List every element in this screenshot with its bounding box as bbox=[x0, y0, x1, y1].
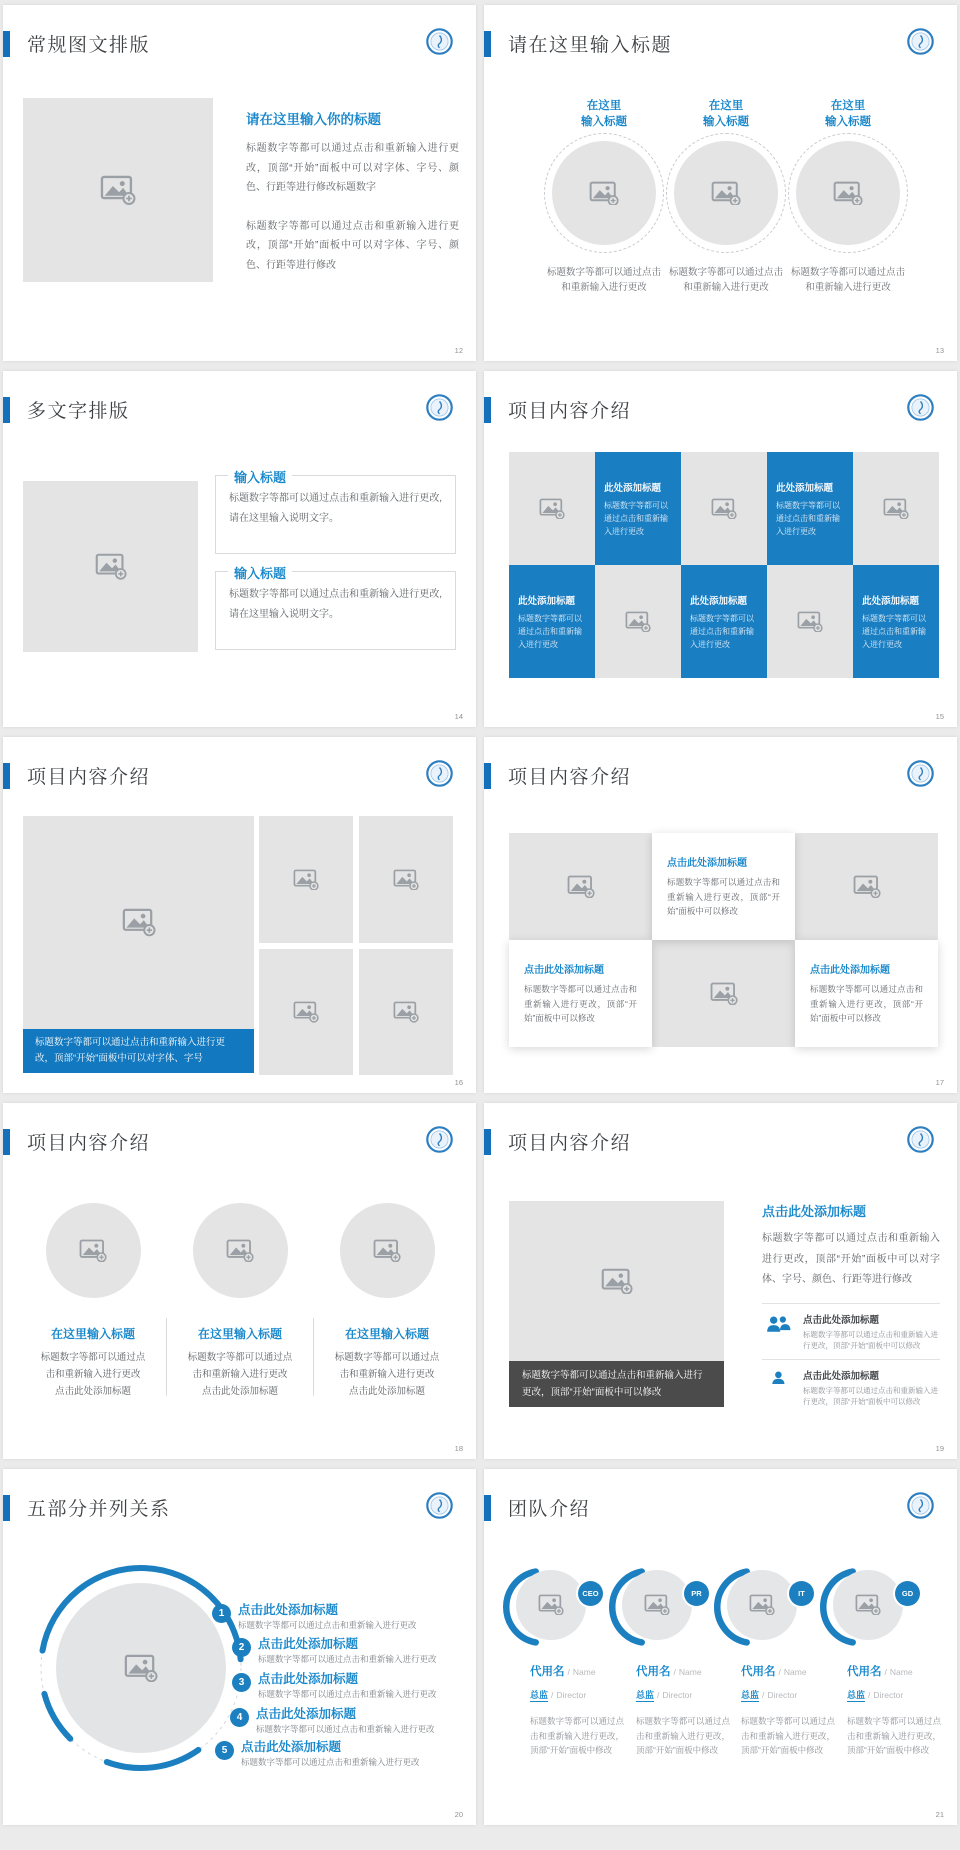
member-name-en: Name bbox=[783, 1667, 807, 1677]
cell-body: 标题数字等都可以通过点击和重新输入进行更改 bbox=[690, 613, 754, 649]
number-badge: 3 bbox=[232, 1673, 251, 1692]
item-heading-line1: 在这里 bbox=[830, 100, 866, 112]
image-placeholder-icon bbox=[122, 908, 156, 936]
image-placeholder-icon bbox=[95, 553, 127, 579]
member-role: 总监 bbox=[530, 1690, 549, 1700]
text-card bbox=[509, 940, 652, 1047]
number-badge: 1 bbox=[212, 1604, 231, 1623]
users-icon bbox=[765, 1315, 791, 1352]
member-role-en: Director bbox=[556, 1690, 587, 1700]
slide-title: 项目内容介绍 bbox=[508, 1133, 632, 1154]
content-paragraph: 标题数字等都可以通过点击和重新输入进行更改，顶部“开始”面板中可以对字体、字号、颜色、行距等进行修改 bbox=[246, 220, 459, 271]
dashed-ring bbox=[544, 133, 664, 253]
slide-title: 常规图文排版 bbox=[27, 35, 151, 56]
column-body-line: 击和重新输入进行更改 bbox=[192, 1369, 288, 1380]
item-heading-line1: 在这里 bbox=[586, 100, 622, 112]
circle-item bbox=[787, 98, 909, 295]
slide-thumbnail-16[interactable] bbox=[3, 737, 476, 1093]
content-heading: 请在这里输入你的标题 bbox=[246, 112, 381, 127]
image-placeholder bbox=[23, 98, 213, 282]
vertical-divider bbox=[166, 1318, 167, 1396]
box-heading: 输入标题 bbox=[228, 467, 292, 486]
image-placeholder-icon bbox=[710, 982, 738, 1005]
school-logo-icon bbox=[907, 760, 934, 787]
box-body: 标题数字等都可以通过点击和重新输入进行更改,请在这里输入说明文字。 bbox=[229, 589, 442, 620]
cell-body: 标题数字等都可以通过点击和重新输入进行更改 bbox=[604, 500, 668, 536]
member-name: 代用名 bbox=[636, 1666, 671, 1678]
title-accent-bar bbox=[484, 1129, 491, 1155]
page-number: 17 bbox=[935, 1078, 944, 1087]
member-body: 标题数字等都可以通过点击和重新输入进行更改，顶部“开始”面板中修改 bbox=[636, 1716, 730, 1755]
member-text bbox=[847, 1662, 941, 1758]
column-body-line: 标题数字等都可以通过点 bbox=[334, 1352, 440, 1363]
image-placeholder bbox=[509, 1201, 724, 1361]
text-card bbox=[795, 940, 938, 1047]
feature-body: 标题数字等都可以通过点击和重新输入进行更改，顶部“开始”面板中可以修改 bbox=[803, 1329, 938, 1350]
numbered-item bbox=[232, 1672, 476, 1700]
item-text bbox=[258, 1637, 437, 1665]
image-placeholder-icon bbox=[124, 1654, 158, 1682]
team-member bbox=[817, 1564, 943, 1758]
member-role-en: Director bbox=[873, 1690, 904, 1700]
image-placeholder-icon bbox=[883, 498, 909, 519]
content-heading: 点击此处添加标题 bbox=[762, 1204, 867, 1219]
image-placeholder-icon bbox=[855, 1594, 881, 1615]
image-placeholder-icon bbox=[644, 1594, 670, 1615]
member-name: 代用名 bbox=[847, 1666, 882, 1678]
content-paragraph: 标题数字等都可以通过点击和重新输入进行更改，顶部“开始”面板中可以对字体、字号、颜色、行距等进行修改标题数字 bbox=[246, 143, 459, 193]
circle-item bbox=[543, 98, 665, 295]
image-placeholder-icon bbox=[853, 875, 881, 898]
item-body: 标题数字等都可以通过点击和重新输入进行更改 bbox=[256, 1724, 435, 1734]
separator: / bbox=[567, 1667, 570, 1677]
slide-thumbnail-20[interactable] bbox=[3, 1469, 476, 1825]
title-accent-bar bbox=[3, 1129, 10, 1155]
image-placeholder bbox=[259, 949, 353, 1075]
image-cell bbox=[509, 452, 595, 565]
school-logo-icon bbox=[907, 1126, 934, 1153]
dashed-ring bbox=[788, 133, 908, 253]
text-box bbox=[215, 566, 456, 650]
item-body: 标题数字等都可以通过点击和重新输入进行更改 bbox=[241, 1757, 420, 1767]
cell-heading: 此处添加标题 bbox=[690, 595, 748, 607]
card-body: 标题数字等都可以通过点击和重新输入进行更改，顶部“开始”面板中可以修改 bbox=[810, 984, 923, 1024]
member-role-en: Director bbox=[767, 1690, 798, 1700]
slide-title: 项目内容介绍 bbox=[27, 1133, 151, 1154]
title-accent-bar bbox=[3, 397, 10, 423]
page-number: 12 bbox=[454, 346, 463, 355]
column-body-line: 点击此处添加标题 bbox=[348, 1386, 425, 1397]
item-body: 标题数字等都可以通过点击和重新输入进行更改 bbox=[238, 1620, 417, 1630]
image-placeholder-icon bbox=[100, 175, 136, 205]
slide-thumbnail-17[interactable] bbox=[484, 737, 957, 1093]
member-name: 代用名 bbox=[530, 1666, 565, 1678]
member-role-line bbox=[847, 1685, 941, 1703]
text-cell bbox=[853, 565, 939, 678]
image-placeholder-circle bbox=[552, 141, 656, 245]
item-text bbox=[241, 1740, 420, 1768]
image-placeholder-icon bbox=[293, 869, 319, 890]
card-heading: 点击此处添加标题 bbox=[810, 965, 890, 977]
item-heading: 点击此处添加标题 bbox=[238, 1603, 339, 1617]
separator: / bbox=[551, 1690, 554, 1700]
card-body: 标题数字等都可以通过点击和重新输入进行更改，顶部“开始”面板中可以修改 bbox=[667, 877, 780, 917]
image-placeholder bbox=[359, 949, 453, 1075]
page-number: 15 bbox=[935, 712, 944, 721]
image-placeholder-icon bbox=[589, 181, 619, 206]
member-name-line bbox=[847, 1662, 941, 1680]
image-placeholder-icon bbox=[538, 1594, 564, 1615]
circle-column bbox=[167, 1203, 313, 1400]
school-logo-icon bbox=[426, 394, 453, 421]
column-heading: 在这里输入标题 bbox=[344, 1327, 429, 1341]
image-placeholder-icon bbox=[567, 875, 595, 898]
school-logo-icon bbox=[907, 1492, 934, 1519]
image-caption-bar: 标题数字等都可以通过点击和重新输入进行更改，顶部“开始”面板中可以对字体、字号 bbox=[23, 1029, 254, 1073]
item-text bbox=[258, 1672, 437, 1700]
separator: / bbox=[778, 1667, 781, 1677]
item-body: 标题数字等都可以通过点击和重新输入进行更改 bbox=[258, 1654, 437, 1664]
separator: / bbox=[868, 1690, 871, 1700]
title-accent-bar bbox=[3, 1495, 10, 1521]
image-placeholder bbox=[23, 481, 198, 652]
card-body: 标题数字等都可以通过点击和重新输入进行更改，顶部“开始”面板中可以修改 bbox=[524, 984, 637, 1024]
school-logo-icon bbox=[907, 394, 934, 421]
title-accent-bar bbox=[3, 763, 10, 789]
slide-title: 项目内容介绍 bbox=[27, 767, 151, 788]
member-name-en: Name bbox=[889, 1667, 913, 1677]
slide-title: 多文字排版 bbox=[27, 401, 130, 422]
school-logo-icon bbox=[907, 28, 934, 55]
image-cell bbox=[509, 833, 652, 940]
numbered-item bbox=[230, 1707, 475, 1735]
text-cell bbox=[767, 452, 853, 565]
image-placeholder-icon bbox=[749, 1594, 775, 1615]
image-placeholder-icon bbox=[79, 1239, 107, 1262]
item-text bbox=[256, 1707, 435, 1735]
slide-thumbnail-15[interactable] bbox=[484, 371, 957, 727]
card-heading: 点击此处添加标题 bbox=[524, 965, 604, 977]
circle-column bbox=[20, 1203, 166, 1400]
text-cell bbox=[509, 565, 595, 678]
item-heading: 点击此处添加标题 bbox=[256, 1707, 357, 1721]
member-name-en: Name bbox=[678, 1667, 702, 1677]
item-caption: 标题数字等都可以通过点击和重新输入进行更改 bbox=[546, 267, 661, 293]
item-heading bbox=[665, 98, 787, 130]
school-logo-icon bbox=[426, 28, 453, 55]
member-avatar bbox=[502, 1564, 604, 1648]
separator: / bbox=[657, 1690, 660, 1700]
item-text bbox=[238, 1603, 417, 1631]
title-accent-bar bbox=[484, 397, 491, 423]
item-heading: 点击此处添加标题 bbox=[258, 1672, 359, 1686]
image-placeholder bbox=[259, 816, 353, 943]
item-caption: 标题数字等都可以通过点击和重新输入进行更改 bbox=[668, 267, 783, 293]
image-cell bbox=[595, 565, 681, 678]
column-heading: 在这里输入标题 bbox=[50, 1327, 135, 1341]
image-placeholder-circle bbox=[193, 1203, 288, 1298]
text-column bbox=[246, 108, 459, 275]
page-number: 18 bbox=[454, 1444, 463, 1453]
image-placeholder-icon bbox=[833, 181, 863, 206]
cell-body: 标题数字等都可以通过点击和重新输入进行更改 bbox=[776, 500, 840, 536]
cell-heading: 此处添加标题 bbox=[776, 482, 834, 494]
school-logo-icon bbox=[426, 1492, 453, 1519]
feature-heading: 点击此处添加标题 bbox=[803, 1314, 880, 1326]
slide-title: 项目内容介绍 bbox=[508, 767, 632, 788]
page-number: 20 bbox=[454, 1810, 463, 1819]
image-placeholder-icon bbox=[393, 869, 419, 890]
item-heading-line1: 在这里 bbox=[708, 100, 744, 112]
member-avatar bbox=[608, 1564, 710, 1648]
slide-title: 请在这里输入标题 bbox=[508, 35, 673, 56]
numbered-item bbox=[215, 1740, 460, 1768]
title-accent-bar bbox=[484, 1495, 491, 1521]
page-number: 14 bbox=[454, 712, 463, 721]
item-body: 标题数字等都可以通过点击和重新输入进行更改 bbox=[258, 1689, 437, 1699]
card-heading: 点击此处添加标题 bbox=[667, 858, 747, 870]
slide-thumbnail-12[interactable] bbox=[3, 5, 476, 361]
mosaic-grid bbox=[509, 833, 938, 1047]
feature-text bbox=[803, 1368, 940, 1408]
role-badge: GD bbox=[895, 1581, 920, 1606]
cell-body: 标题数字等都可以通过点击和重新输入进行更改 bbox=[518, 613, 582, 649]
dashed-ring bbox=[666, 133, 786, 253]
role-badge: IT bbox=[789, 1581, 814, 1606]
image-cell bbox=[767, 565, 853, 678]
slide-thumbnail-18[interactable] bbox=[3, 1103, 476, 1459]
member-avatar bbox=[819, 1564, 921, 1648]
column-body-line: 击和重新输入进行更改 bbox=[45, 1369, 141, 1380]
cell-body: 标题数字等都可以通过点击和重新输入进行更改 bbox=[862, 613, 926, 649]
member-role: 总监 bbox=[636, 1690, 655, 1700]
image-placeholder-icon bbox=[601, 1268, 633, 1294]
image-placeholder-circle bbox=[674, 141, 778, 245]
title-accent-bar bbox=[484, 763, 491, 789]
image-placeholder-icon bbox=[293, 1001, 319, 1022]
slide-thumbnail-19[interactable] bbox=[484, 1103, 957, 1459]
member-role: 总监 bbox=[847, 1690, 866, 1700]
content-paragraph: 标题数字等都可以通过点击和重新输入进行更改，顶部“开始”面板中可以对字体、字号、颜色、行距等进行修改 bbox=[762, 1233, 940, 1285]
image-placeholder-circle bbox=[796, 141, 900, 245]
image-cell bbox=[795, 833, 938, 940]
item-heading: 点击此处添加标题 bbox=[258, 1637, 359, 1651]
role-badge: PR bbox=[684, 1581, 709, 1606]
column-body-line: 标题数字等都可以通过点 bbox=[187, 1352, 293, 1363]
separator: / bbox=[884, 1667, 887, 1677]
cell-heading: 此处添加标题 bbox=[862, 595, 920, 607]
feature-heading: 点击此处添加标题 bbox=[803, 1370, 880, 1382]
page-number: 13 bbox=[935, 346, 944, 355]
member-name: 代用名 bbox=[741, 1666, 776, 1678]
image-caption-bar: 标题数字等都可以通过点击和重新输入进行更改，顶部“开始”面板中可以修改 bbox=[509, 1361, 724, 1407]
cell-heading: 此处添加标题 bbox=[604, 482, 662, 494]
school-logo-icon bbox=[426, 1126, 453, 1153]
numbered-item bbox=[232, 1637, 476, 1665]
image-placeholder-icon bbox=[711, 498, 737, 519]
slide-thumbnail-14[interactable] bbox=[3, 371, 476, 727]
circle-column bbox=[314, 1203, 460, 1400]
cell-heading: 此处添加标题 bbox=[518, 595, 576, 607]
image-placeholder-icon bbox=[797, 611, 823, 632]
number-badge: 2 bbox=[232, 1638, 251, 1657]
slide-title: 项目内容介绍 bbox=[508, 401, 632, 422]
checkerboard-grid bbox=[509, 452, 939, 678]
member-body: 标题数字等都可以通过点击和重新输入进行更改，顶部“开始”面板中修改 bbox=[530, 1716, 624, 1755]
role-badge: CEO bbox=[578, 1581, 603, 1606]
title-accent-bar bbox=[3, 31, 10, 57]
item-heading bbox=[543, 98, 665, 130]
item-caption: 标题数字等都可以通过点击和重新输入进行更改 bbox=[790, 267, 905, 293]
slide-thumbnail-21[interactable] bbox=[484, 1469, 957, 1825]
box-heading: 输入标题 bbox=[228, 563, 292, 582]
image-placeholder-circle bbox=[46, 1203, 141, 1298]
circle-item bbox=[665, 98, 787, 295]
image-placeholder-circle bbox=[340, 1203, 435, 1298]
slide-title: 团队介绍 bbox=[508, 1499, 591, 1520]
image-placeholder-icon bbox=[226, 1239, 254, 1262]
text-cell bbox=[595, 452, 681, 565]
separator: / bbox=[673, 1667, 676, 1677]
feature-item bbox=[762, 1359, 940, 1415]
image-placeholder-icon bbox=[625, 611, 651, 632]
image-cell bbox=[853, 452, 939, 565]
page-number: 21 bbox=[935, 1810, 944, 1819]
slide-title: 五部分并列关系 bbox=[27, 1499, 171, 1520]
text-card bbox=[652, 833, 795, 940]
member-role-en: Director bbox=[662, 1690, 693, 1700]
feature-text bbox=[803, 1312, 940, 1352]
column-body-line: 击和重新输入进行更改 bbox=[339, 1369, 435, 1380]
feature-item bbox=[762, 1303, 940, 1359]
box-body: 标题数字等都可以通过点击和重新输入进行更改,请在这里输入说明文字。 bbox=[229, 493, 442, 524]
member-avatar bbox=[713, 1564, 815, 1648]
page-number: 19 bbox=[935, 1444, 944, 1453]
feature-body: 标题数字等都可以通过点击和重新输入进行更改，顶部“开始”面板中可以修改 bbox=[803, 1385, 938, 1406]
numbered-item bbox=[212, 1603, 457, 1631]
image-placeholder-icon bbox=[373, 1239, 401, 1262]
member-name-en: Name bbox=[572, 1667, 596, 1677]
text-column bbox=[762, 1201, 940, 1415]
column-heading: 在这里输入标题 bbox=[197, 1327, 282, 1341]
column-body-line: 标题数字等都可以通过点 bbox=[40, 1352, 146, 1363]
item-heading-line2: 输入标题 bbox=[825, 116, 871, 128]
user-icon bbox=[765, 1371, 791, 1408]
item-heading: 点击此处添加标题 bbox=[241, 1740, 342, 1754]
member-role: 总监 bbox=[741, 1690, 760, 1700]
text-cell bbox=[681, 565, 767, 678]
item-heading-line2: 输入标题 bbox=[703, 116, 749, 128]
image-placeholder-large bbox=[23, 816, 254, 1073]
text-box bbox=[215, 470, 456, 554]
image-placeholder-icon bbox=[711, 181, 741, 206]
title-accent-bar bbox=[484, 31, 491, 57]
column-body-line: 点击此处添加标题 bbox=[201, 1386, 278, 1397]
member-body: 标题数字等都可以通过点击和重新输入进行更改，顶部“开始”面板中修改 bbox=[741, 1716, 835, 1755]
item-heading-line2: 输入标题 bbox=[581, 116, 627, 128]
item-heading bbox=[787, 98, 909, 130]
number-badge: 5 bbox=[215, 1741, 234, 1760]
vertical-divider bbox=[313, 1318, 314, 1396]
image-cell bbox=[681, 452, 767, 565]
column-body-line: 点击此处添加标题 bbox=[54, 1386, 131, 1397]
image-placeholder bbox=[359, 816, 453, 943]
number-badge: 4 bbox=[230, 1708, 249, 1727]
separator: / bbox=[762, 1690, 765, 1700]
slide-thumbnail-13[interactable] bbox=[484, 5, 957, 361]
member-body: 标题数字等都可以通过点击和重新输入进行更改，顶部“开始”面板中修改 bbox=[847, 1716, 941, 1755]
school-logo-icon bbox=[426, 760, 453, 787]
image-placeholder-icon bbox=[539, 498, 565, 519]
image-placeholder-icon bbox=[393, 1001, 419, 1022]
page-number: 16 bbox=[454, 1078, 463, 1087]
image-cell bbox=[652, 940, 795, 1047]
